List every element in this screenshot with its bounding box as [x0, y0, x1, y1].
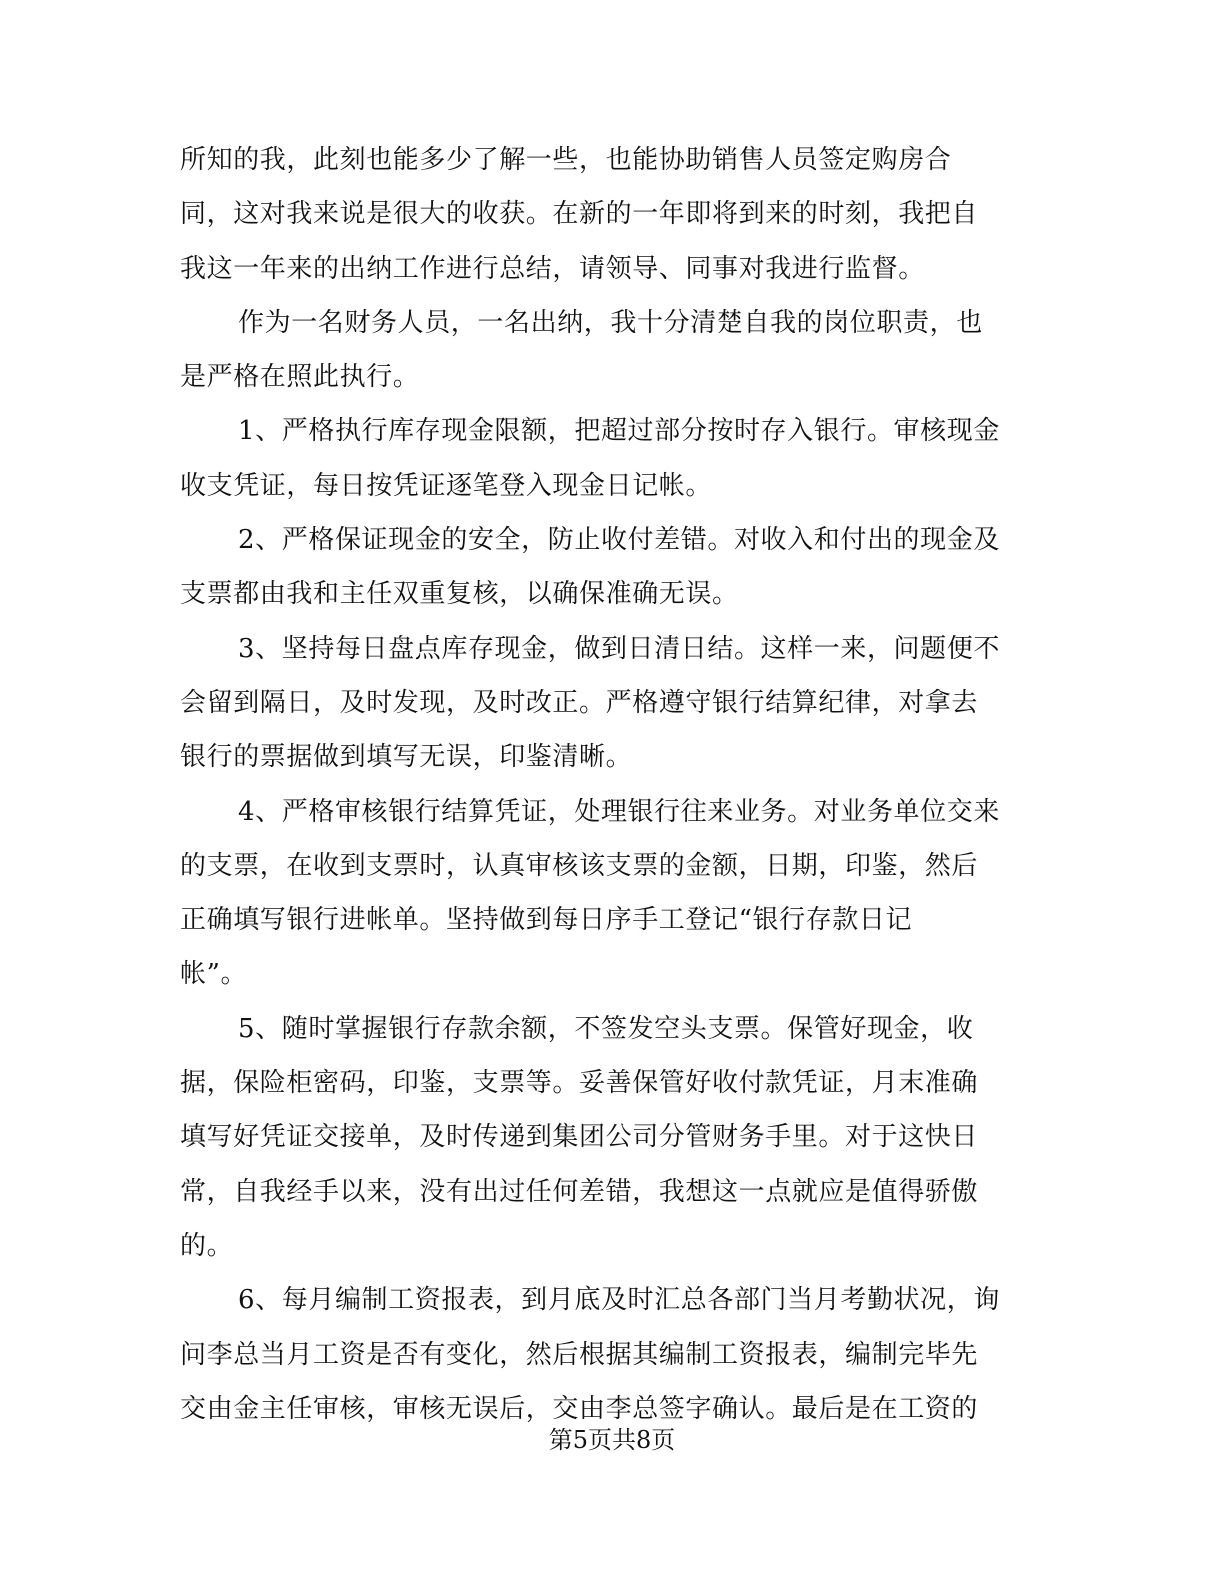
- text-line: 正确填写银行进帐单。坚持做到每日序手工登记“银行存款日记: [180, 905, 913, 936]
- text-line: 支票都由我和主任双重复核，以确保准确无误。: [180, 579, 739, 610]
- text-line: 6、每月编制工资报表，到月底及时汇总各部门当月考勤状况，询: [238, 1285, 1000, 1316]
- text-line: 我这一年来的出纳工作进行总结，请领导、同事对我进行监督。: [180, 253, 925, 284]
- text-line: 同，这对我来说是很大的收获。在新的一年即将到来的时刻，我把自: [180, 199, 979, 230]
- text-line: 5、随时掌握银行存款余额，不签发空头支票。保管好现金，收: [238, 1013, 974, 1044]
- text-line: 据，保险柜密码，印鉴，支票等。妥善保管好收付款凭证，月末准确: [180, 1068, 979, 1099]
- text-line: 会留到隔日，及时发现，及时改正。严格遵守银行结算纪律，对拿去: [180, 687, 979, 718]
- text-line: 收支凭证，每日按凭证逐笔登入现金日记帐。: [180, 470, 713, 501]
- text-line: 的支票，在收到支票时，认真审核该支票的金额，日期，印鉴，然后: [180, 850, 979, 881]
- text-line: 银行的票据做到填写无误，印鉴清晰。: [180, 742, 633, 773]
- text-line: 是严格在照此执行。: [180, 362, 420, 393]
- text-line: 常，自我经手以来，没有出过任何差错，我想这一点就应是值得骄傲: [180, 1176, 979, 1207]
- document-body: [180, 133, 1040, 1436]
- text-line: 填写好凭证交接单，及时传递到集团公司分管财务手里。对于这快日: [180, 1122, 979, 1153]
- text-line: 作为一名财务人员，一名出纳，我十分清楚自我的岗位职责，也: [238, 307, 983, 338]
- text-line: 的。: [180, 1230, 234, 1261]
- text-line: 帐”。: [180, 959, 248, 990]
- text-line: 1、严格执行库存现金限额，把超过部分按时存入银行。审核现金: [238, 416, 1000, 447]
- text-line: 2、严格保证现金的安全，防止收付差错。对收入和付出的现金及: [238, 525, 1000, 556]
- text-line: 问李总当月工资是否有变化，然后根据其编制工资报表，编制完毕先: [180, 1339, 979, 1370]
- text-line: 3、坚持每日盘点库存现金，做到日清日结。这样一来，问题便不: [238, 633, 1000, 664]
- text-line: 所知的我，此刻也能多少了解一些，也能协助销售人员签定购房合: [180, 145, 952, 175]
- page-footer: 第5页共8页: [548, 1426, 676, 1454]
- text-line: 交由金主任审核，审核无误后，交由李总签字确认。最后是在工资的: [180, 1393, 979, 1424]
- text-line: 4、严格审核银行结算凭证，处理银行往来业务。对业务单位交来: [238, 796, 1000, 827]
